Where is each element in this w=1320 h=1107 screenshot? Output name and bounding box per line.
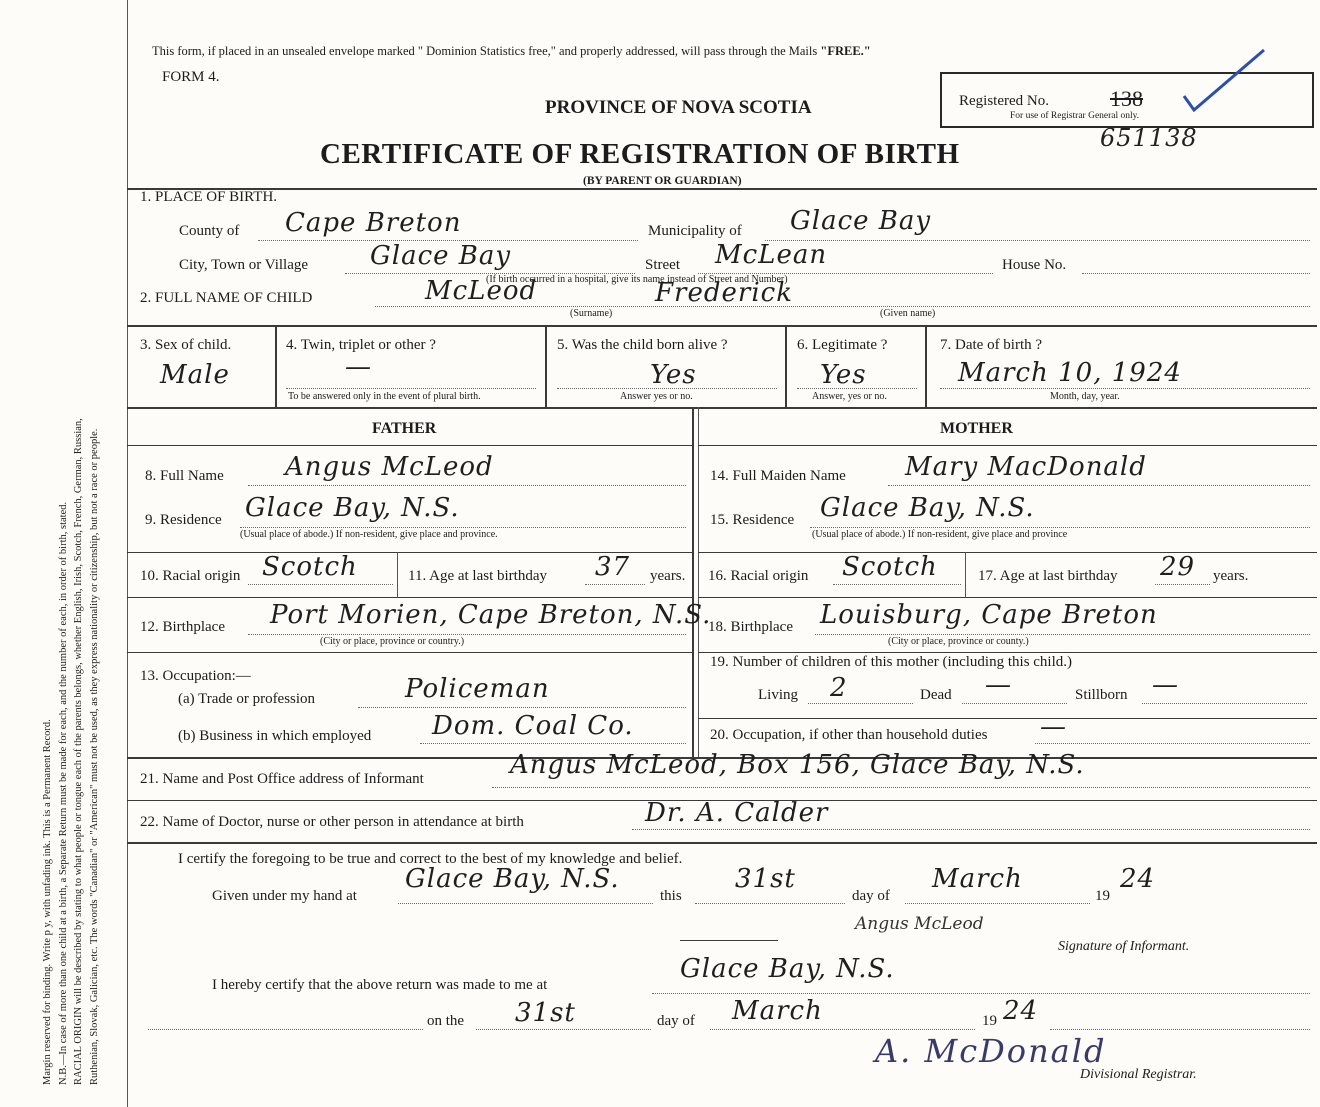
mother-residence-note: (Usual place of abode.) If non-resident, give place and province: [812, 529, 1068, 540]
registrar-caption: Divisional Registrar.: [1080, 1067, 1197, 1082]
hospital-note: (If birth occurred in a hospital, give its name instead of Street and Number): [486, 274, 788, 285]
alive-value: Yes: [650, 360, 697, 390]
trade-value: Policeman: [405, 674, 550, 704]
informant-label: 21. Name and Post Office address of Informant: [140, 771, 424, 787]
margin-line-1: Margin reserved for binding. Write p y, with unfading ink. This is a Permanent Record.: [42, 719, 53, 1085]
checkmark-icon: [1178, 46, 1268, 112]
house-label: House No.: [1002, 257, 1067, 273]
given-day: 31st: [735, 864, 796, 894]
divider: [965, 552, 966, 597]
father-age-value: 37: [595, 552, 631, 582]
mother-heading: MOTHER: [940, 420, 1013, 437]
father-birthplace-value: Port Morien, Cape Breton, N.S.: [270, 600, 712, 630]
given-place: Glace Bay, N.S.: [405, 864, 620, 894]
twin-label: 4. Twin, triplet or other ?: [286, 337, 436, 353]
children-label: 19. Number of children of this mother (including this child.): [710, 654, 1073, 670]
registration-box: [940, 72, 1314, 128]
father-heading: FATHER: [372, 420, 437, 437]
father-birthplace-label: 12. Birthplace: [140, 619, 225, 635]
margin-line-3: RACIAL ORIGIN will be described by stating to what people or tongue each of the parents belongs, whether English, Irish, Scotch, French, German, Russian,: [73, 418, 84, 1085]
trade-label: (a) Trade or profession: [178, 691, 316, 707]
registrar-day-label: day of: [657, 1013, 695, 1029]
surname-caption: (Surname): [570, 308, 613, 319]
business-label: (b) Business in which employed: [178, 728, 372, 744]
given-label: Given under my hand at: [212, 888, 357, 904]
this-label: this: [660, 888, 682, 904]
page-subtitle: (BY PARENT OR GUARDIAN): [583, 175, 742, 187]
mother-birthplace-value: Louisburg, Cape Breton: [820, 600, 1158, 630]
mail-notice: [152, 45, 871, 58]
mother-residence-label: 15. Residence: [710, 512, 795, 528]
father-residence-label: 9. Residence: [145, 512, 222, 528]
city-value: Glace Bay: [370, 241, 512, 271]
rule: [127, 652, 692, 653]
living-value: 2: [830, 673, 848, 703]
parents-divider-inner: [698, 407, 699, 757]
dob-label: 7. Date of birth ?: [940, 337, 1043, 353]
given-caption: (Given name): [880, 308, 936, 319]
father-race-label: 10. Racial origin: [140, 568, 241, 584]
dob-value: March 10, 1924: [958, 358, 1182, 388]
doctor-value: Dr. A. Calder: [645, 798, 829, 828]
twin-note: To be answered only in the event of plural birth.: [288, 391, 481, 402]
mother-name-value: Mary MacDonald: [905, 452, 1147, 482]
registrar-note: For use of Registrar General only.: [1010, 111, 1140, 121]
mother-birthplace-note: (City or place, province or county.): [888, 636, 1029, 647]
mail-free: "FREE.": [820, 44, 871, 58]
mother-name-label: 14. Full Maiden Name: [710, 468, 846, 484]
registered-value: 138: [1110, 86, 1143, 111]
child-surname: McLeod: [425, 276, 538, 306]
rule: [698, 552, 1317, 553]
mother-residence-value: Glace Bay, N.S.: [820, 493, 1035, 523]
mother-age-label: 17. Age at last birthday: [978, 568, 1118, 584]
father-age-label: 11. Age at last birthday: [408, 568, 547, 584]
top-rule: [127, 188, 1317, 190]
registrar-day: 31st: [515, 998, 576, 1028]
legitimate-value: Yes: [820, 360, 867, 390]
dead-label: Dead: [920, 687, 952, 703]
divider: [275, 325, 277, 407]
divider: [925, 325, 927, 407]
street-value: McLean: [715, 240, 828, 270]
mother-occupation-value: —: [1040, 712, 1067, 742]
registrar-month: March: [732, 996, 823, 1026]
city-label: City, Town or Village: [179, 257, 309, 273]
certify-statement: I certify the foregoing to be true and correct to the best of my knowledge and belief.: [178, 851, 683, 867]
margin-line-4: Ruthenian, Slovak, Galician, etc. The words "Canadian" or "American" must not be used, as they express nationality or citizenship, but not a race or people.: [88, 428, 100, 1085]
doctor-label: 22. Name of Doctor, nurse or other person in attendance at birth: [140, 814, 524, 830]
given-day-label: day of: [852, 888, 890, 904]
page-title: CERTIFICATE OF REGISTRATION OF BIRTH: [320, 138, 960, 170]
mother-age-unit: years.: [1213, 568, 1249, 584]
parents-divider: [692, 407, 694, 757]
dead-value: —: [985, 670, 1012, 700]
father-residence-value: Glace Bay, N.S.: [245, 493, 460, 523]
legitimate-label: 6. Legitimate ?: [797, 337, 888, 353]
father-residence-note: (Usual place of abode.) If non-resident, give place and province.: [240, 529, 498, 540]
county-label: County of: [179, 223, 240, 239]
father-name-value: Angus McLeod: [285, 452, 494, 482]
sex-value: Male: [160, 360, 230, 390]
informant-value: Angus McLeod, Box 156, Glace Bay, N.S.: [510, 750, 1085, 780]
mother-race-value: Scotch: [842, 552, 938, 582]
stillborn-label: Stillborn: [1075, 687, 1128, 703]
margin-rule: [127, 0, 128, 1107]
registrar-on-label: on the: [427, 1013, 465, 1029]
county-value: Cape Breton: [285, 208, 462, 238]
dob-note: Month, day, year.: [1050, 391, 1120, 402]
twin-value: —: [345, 352, 372, 382]
given-month: March: [932, 864, 1023, 894]
place-heading: 1. PLACE OF BIRTH.: [140, 189, 278, 205]
alive-note: Answer yes or no.: [620, 391, 693, 402]
given-year-prefix: 19: [1095, 888, 1110, 904]
rule-3: [127, 407, 1317, 409]
legitimate-note: Answer, yes or no.: [812, 391, 887, 402]
rule: [127, 597, 692, 598]
mother-head-rule: [698, 445, 1317, 446]
province-heading: PROVINCE OF NOVA SCOTIA: [545, 97, 812, 118]
sex-label: 3. Sex of child.: [140, 337, 232, 353]
occupation-label: 13. Occupation:—: [140, 668, 251, 684]
form-number: FORM 4.: [162, 69, 220, 85]
margin-line-2: N.B.—In case of more than one child at a birth, a Separate Return must be made for each, and the number of each, in order of birth, stated.: [57, 501, 69, 1085]
divider: [397, 552, 398, 597]
municipality-label: Municipality of: [648, 223, 742, 239]
child-given-name: Frederick: [655, 278, 793, 308]
signature-rule: [680, 940, 778, 941]
margin-instructions: [40, 10, 160, 1085]
father-race-value: Scotch: [262, 552, 358, 582]
registrar-year-prefix: 19: [982, 1013, 997, 1029]
child-name-label: 2. FULL NAME OF CHILD: [140, 290, 313, 306]
registrar-signature: A. McDonald: [875, 1032, 1107, 1070]
registrar-place: Glace Bay, N.S.: [680, 954, 895, 984]
registrar-year: 24: [1003, 996, 1039, 1026]
alive-label: 5. Was the child born alive ?: [557, 337, 728, 353]
rule: [698, 718, 1317, 719]
father-birthplace-note: (City or place, province or country.): [320, 636, 465, 647]
business-value: Dom. Coal Co.: [432, 711, 634, 741]
informant-signature: Angus McLeod: [855, 914, 984, 934]
registration-handwritten: 651138: [1100, 124, 1198, 152]
divider: [545, 325, 547, 407]
registrar-statement: I hereby certify that the above return was made to me at: [212, 977, 548, 993]
father-name-label: 8. Full Name: [145, 468, 224, 484]
rule: [698, 597, 1317, 598]
rule-2: [127, 325, 1317, 327]
street-label: Street: [645, 257, 680, 273]
mother-occupation-label: 20. Occupation, if other than household duties: [710, 727, 988, 743]
stillborn-value: —: [1152, 670, 1179, 700]
living-label: Living: [758, 687, 798, 703]
mother-age-value: 29: [1160, 552, 1196, 582]
mother-race-label: 16. Racial origin: [708, 568, 809, 584]
mail-notice-text: This form, if placed in an unsealed envelope marked " Dominion Statistics free," and properly addressed, will pass through the Mails: [152, 44, 818, 58]
divider: [785, 325, 787, 407]
father-head-rule: [127, 445, 692, 446]
father-age-unit: years.: [650, 568, 686, 584]
rule-5: [127, 842, 1317, 844]
signature-caption: Signature of Informant.: [1058, 939, 1190, 954]
registered-label: Registered No.: [959, 93, 1049, 109]
given-year: 24: [1120, 864, 1156, 894]
municipality-value: Glace Bay: [790, 206, 932, 236]
rule: [698, 652, 1317, 653]
mother-birthplace-label: 18. Birthplace: [708, 619, 793, 635]
